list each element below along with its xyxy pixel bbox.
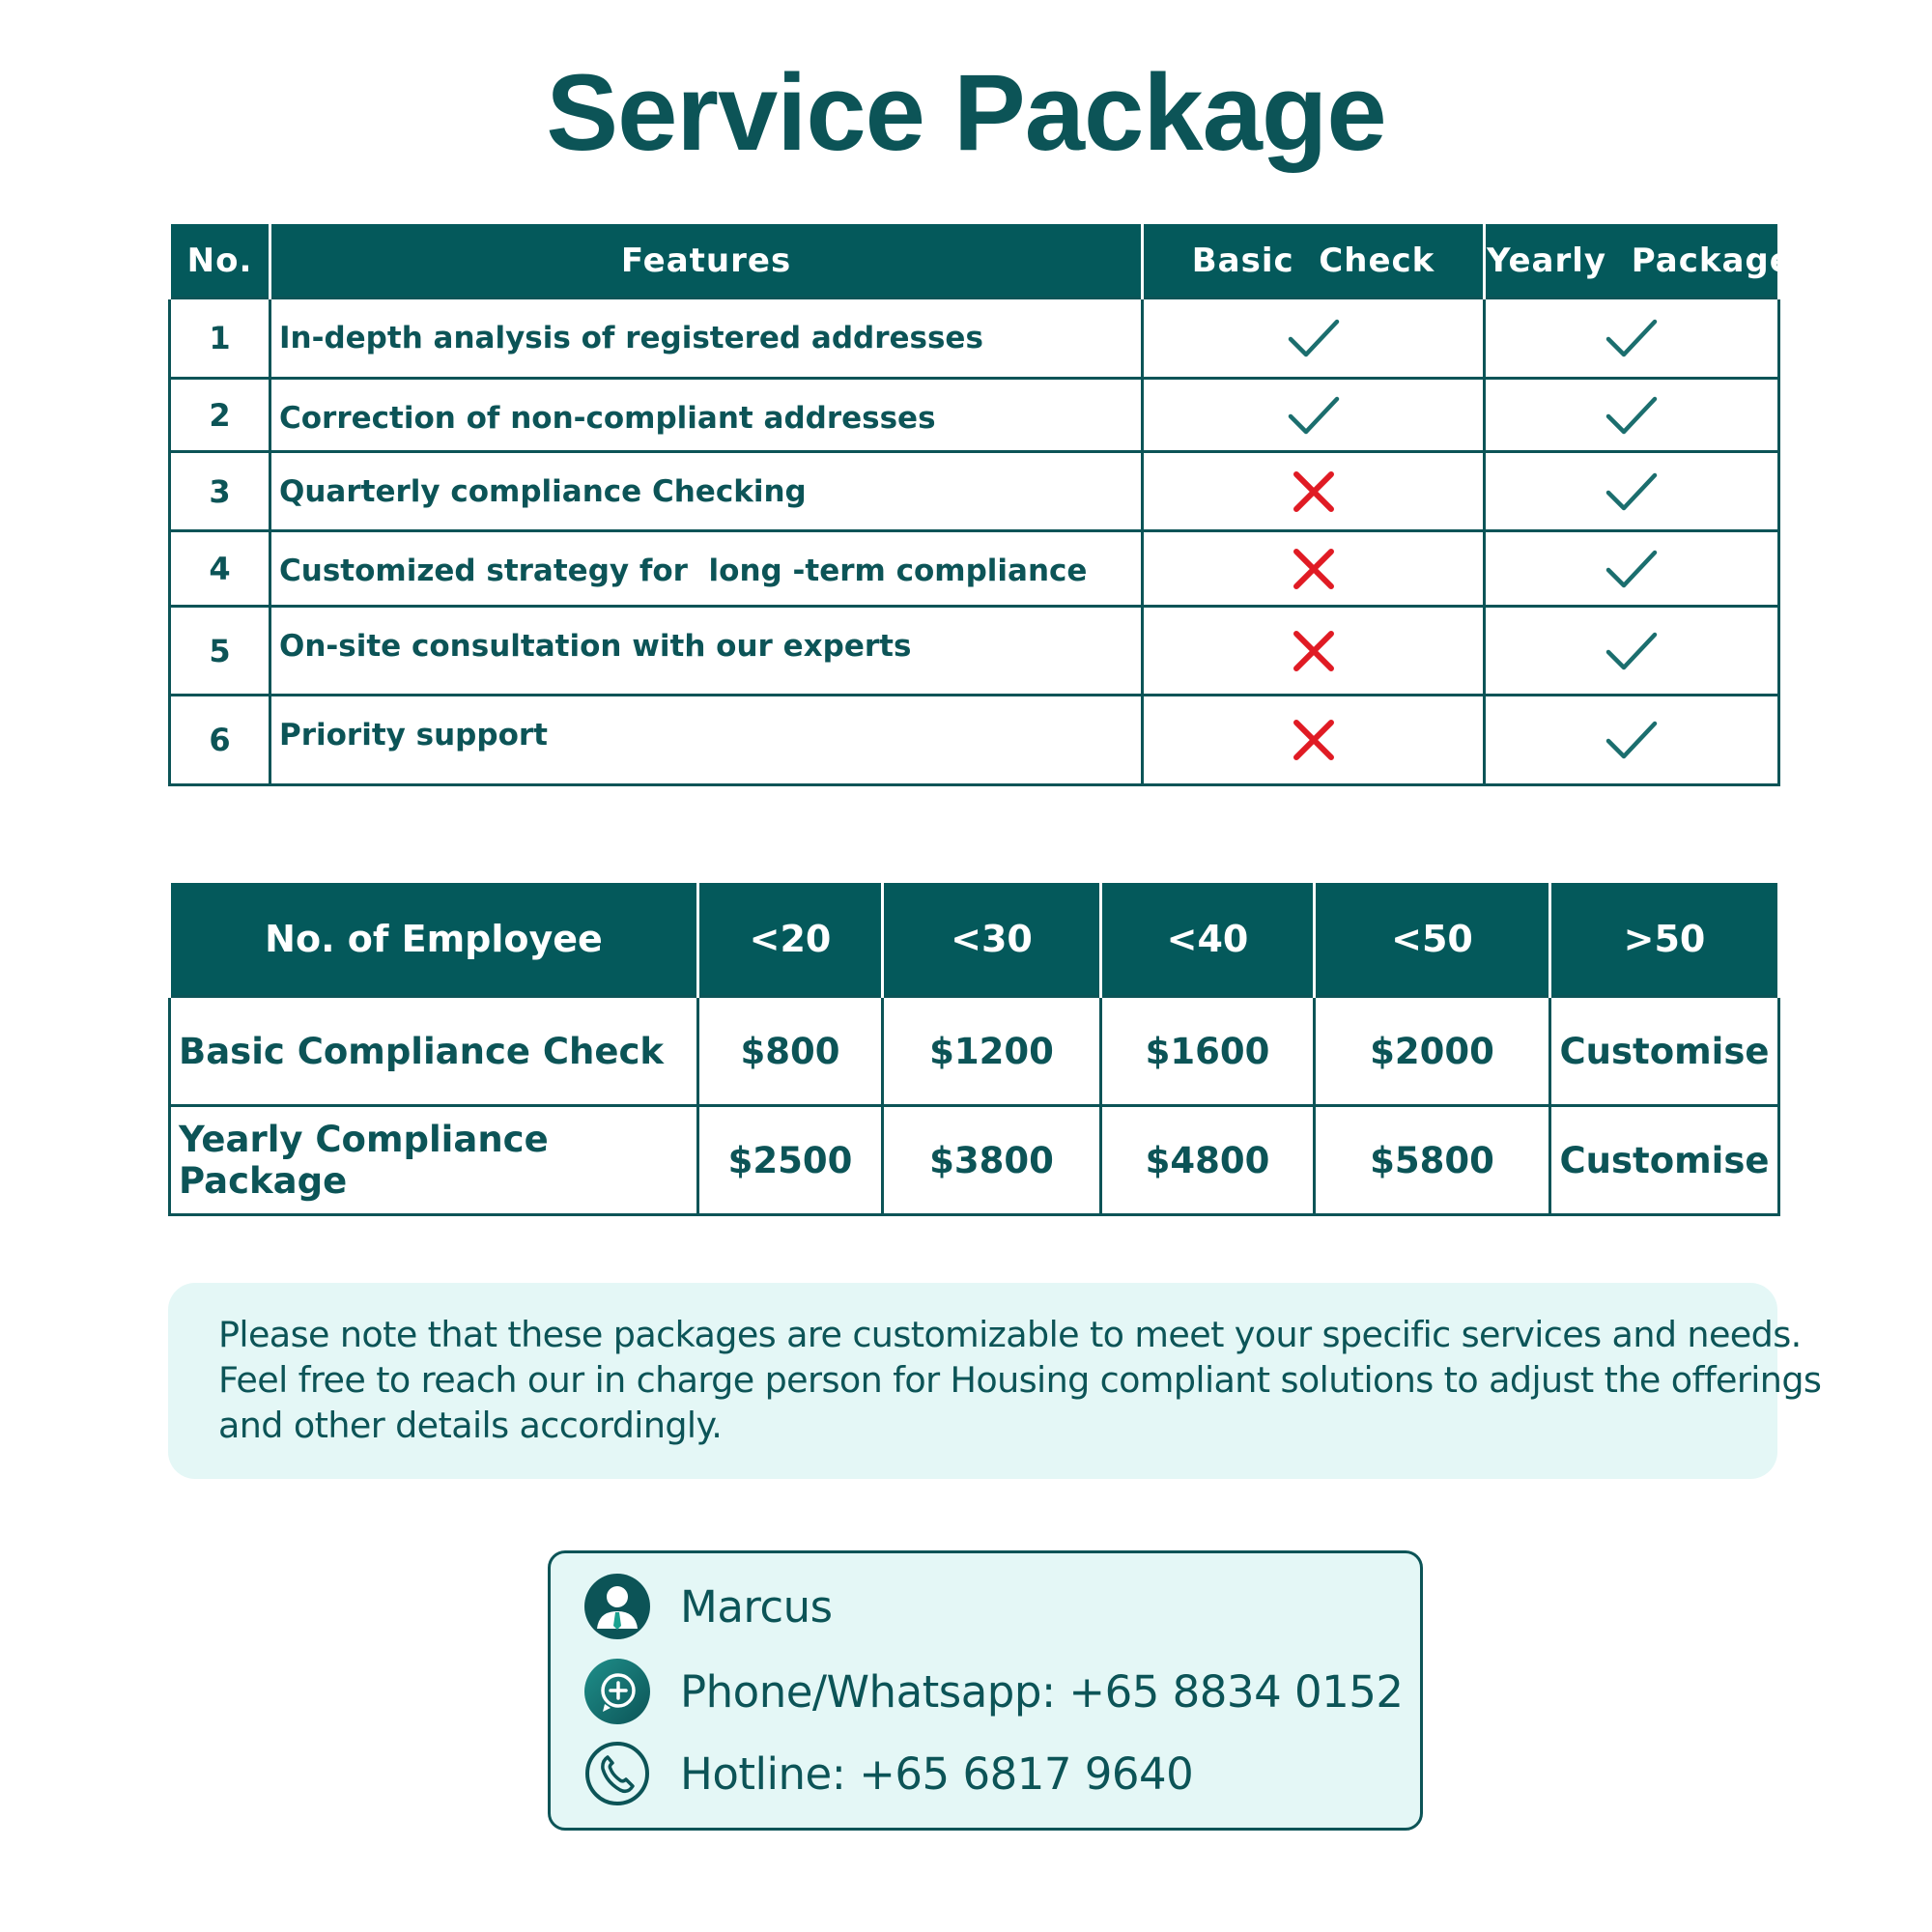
price-cell: $4800 <box>1101 1106 1315 1215</box>
feature-name: On-site consultation with our experts <box>270 607 1143 696</box>
price-cell: Customise <box>1550 1106 1779 1215</box>
feature-row <box>170 696 1779 785</box>
pricing-header-row <box>170 882 1779 997</box>
phone-icon <box>583 1740 651 1807</box>
whatsapp-icon <box>583 1658 651 1725</box>
header-lt30: <30 <box>883 882 1101 997</box>
basic-check-icon <box>1143 379 1485 452</box>
header-no: No. <box>170 223 270 298</box>
contact-card <box>548 1550 1423 1831</box>
header-lt20: <20 <box>698 882 883 997</box>
contact-name: Marcus <box>680 1580 833 1633</box>
feature-row <box>170 379 1779 452</box>
basic-cross-icon <box>1143 452 1485 531</box>
price-cell: $2500 <box>698 1106 883 1215</box>
contact-name-row <box>583 1573 833 1640</box>
price-cell: $1200 <box>883 997 1101 1106</box>
price-cell: $2000 <box>1315 997 1550 1106</box>
yearly-check-icon <box>1485 298 1779 379</box>
package-name: Yearly Compliance Package <box>170 1106 698 1215</box>
feature-name: In-depth analysis of registered addresses <box>270 298 1143 379</box>
contact-hotline[interactable]: Hotline: +65 6817 9640 <box>680 1747 1194 1800</box>
price-cell: Customise <box>1550 997 1779 1106</box>
feature-row <box>170 452 1779 531</box>
yearly-check-icon <box>1485 379 1779 452</box>
feature-row <box>170 531 1779 607</box>
feature-row <box>170 607 1779 696</box>
page-title: Service Package <box>546 52 1386 173</box>
yearly-check-icon <box>1485 531 1779 607</box>
header-employee-count: No. of Employee <box>170 882 698 997</box>
basic-cross-icon <box>1143 531 1485 607</box>
basic-cross-icon <box>1143 696 1485 785</box>
feature-number: 5 <box>170 607 270 696</box>
header-lt50: <50 <box>1315 882 1550 997</box>
contact-hotline-row <box>583 1740 1193 1807</box>
yearly-check-icon <box>1485 696 1779 785</box>
features-table <box>168 221 1793 786</box>
yearly-check-icon <box>1485 452 1779 531</box>
price-cell: $5800 <box>1315 1106 1550 1215</box>
package-name: Basic Compliance Check <box>170 997 698 1106</box>
feature-row <box>170 298 1779 379</box>
feature-name: Quarterly compliance Checking <box>270 452 1143 531</box>
header-gt50: >50 <box>1550 882 1779 997</box>
feature-number: 4 <box>170 531 270 607</box>
price-cell: $3800 <box>883 1106 1101 1215</box>
header-lt40: <40 <box>1101 882 1315 997</box>
contact-phone-row <box>583 1658 1404 1725</box>
feature-name: Priority support <box>270 696 1143 785</box>
price-cell: $1600 <box>1101 997 1315 1106</box>
feature-number: 3 <box>170 452 270 531</box>
feature-number: 6 <box>170 696 270 785</box>
header-yearly-package: Yearly Package <box>1485 223 1779 298</box>
note-line: and other details accordingly. <box>218 1405 723 1446</box>
header-features: Features <box>270 223 1143 298</box>
basic-cross-icon <box>1143 607 1485 696</box>
contact-phone[interactable]: Phone/Whatsapp: +65 8834 0152 <box>680 1665 1404 1718</box>
feature-name: Correction of non-compliant addresses <box>270 379 1143 452</box>
feature-name: Customized strategy for long -term compliance <box>270 531 1143 607</box>
note-line: Feel free to reach our in charge person for Housing compliant solutions to adjust the offerings <box>218 1359 1822 1401</box>
note-box <box>168 1283 1822 1479</box>
note-line: Please note that these packages are customizable to meet your specific services and needs. <box>218 1314 1802 1355</box>
pricing-row <box>170 1106 1779 1215</box>
pricing-row <box>170 997 1779 1106</box>
feature-number: 2 <box>170 379 270 452</box>
pricing-table <box>168 880 1780 1216</box>
person-icon <box>583 1573 651 1640</box>
feature-number: 1 <box>170 298 270 379</box>
price-cell: $800 <box>698 997 883 1106</box>
basic-check-icon <box>1143 298 1485 379</box>
header-basic-check: Basic Check <box>1143 223 1485 298</box>
features-header-row <box>170 223 1779 298</box>
yearly-check-icon <box>1485 607 1779 696</box>
